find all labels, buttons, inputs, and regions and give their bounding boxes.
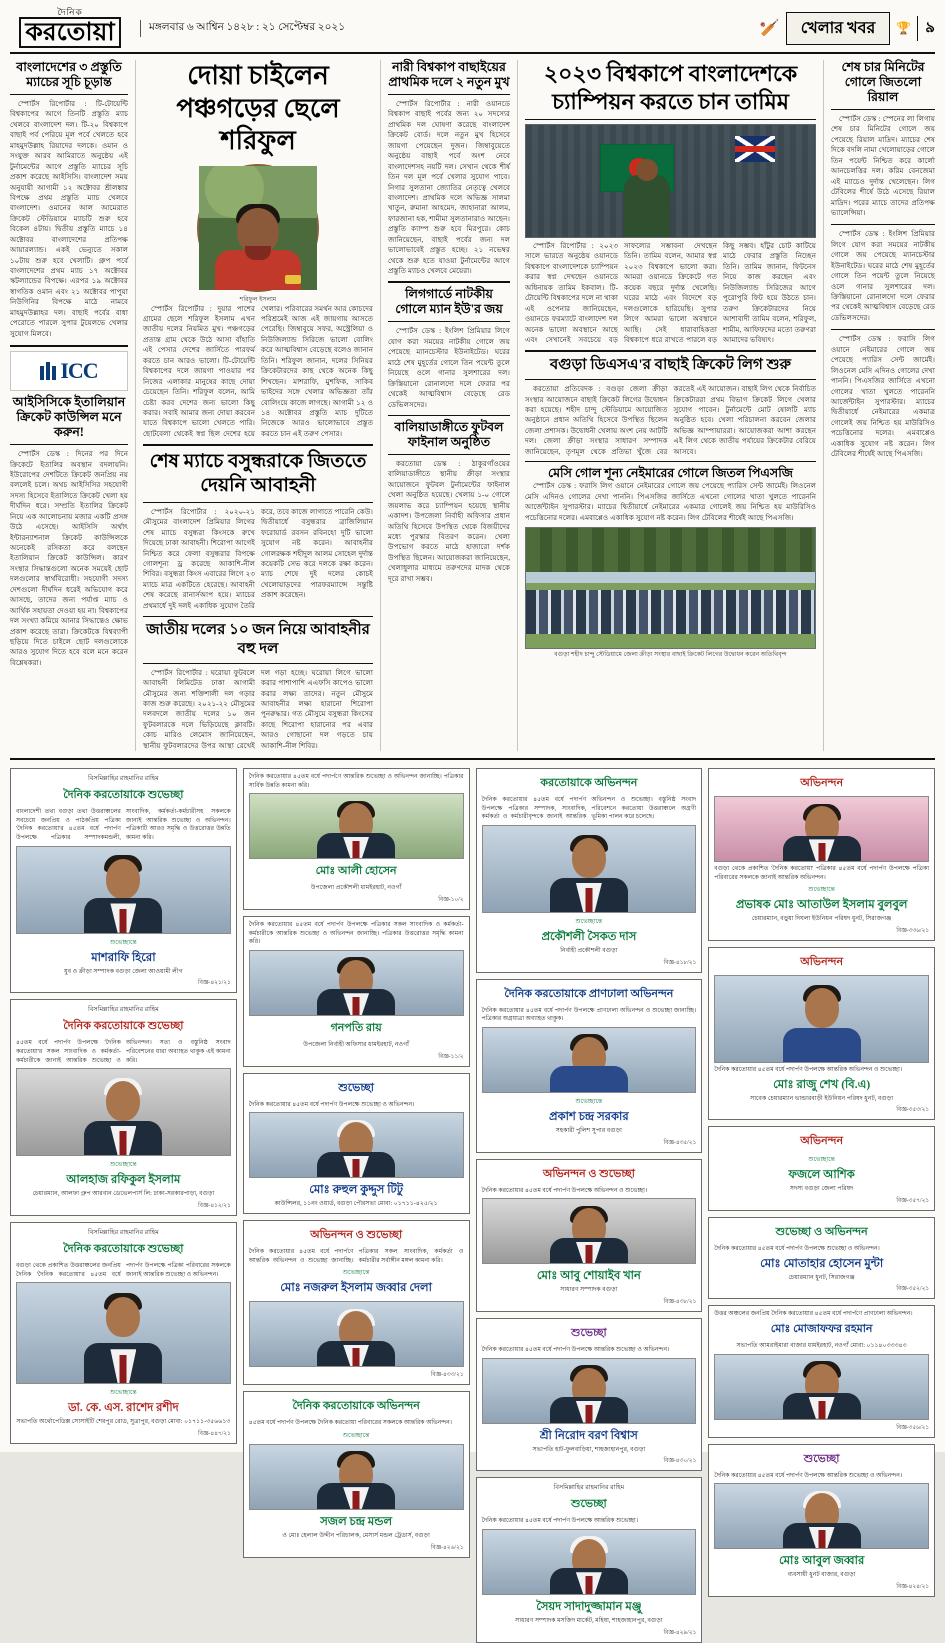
ad-text: দৈনিক করতোয়ার ৪৫তম বর্ষে পদার্পণ উপলক্ষে পত্রিকার সকল সাংবাদিক ও কর্মকর্তা-কর্মচারীকে আন্তরিক শুভেচ্ছা ও অভিনন্দন জানাচ্ছি। পত্রিকার উত্তরোত্তর সমৃদ্ধি কামনা করি। (248, 922, 464, 946)
ad-text: দৈনিক করতোয়ার ৪৫তম বর্ষে পদার্পণ উপলক্ষে শুভেচ্ছা ও অভিনন্দন। (714, 1246, 880, 1253)
ad-portrait (482, 1529, 697, 1595)
ad-card[interactable] (10, 1222, 237, 1444)
logo-title: করতোয়া (19, 17, 120, 48)
ad-title: করতোয়াকে অভিনন্দন (540, 777, 638, 790)
ad-person-name: মোঃ মোতাহার হোসেন মুন্টা (760, 1257, 884, 1270)
ad-person-name: মোঃ আবু শোয়াইব খান (536, 1270, 641, 1283)
newspaper-logo (10, 8, 130, 48)
article-body-real-extra: স্পোর্টস ডেস্ক : ইংলিশ প্রিমিয়ার লিগে যোগ করা সময়ের নাটকীয় গোলে জয় পেয়েছে ম্যানচেস্টার ইউনাইটেড। ঘরের মাঠে শেষ মুহূর্তের গোলে তিন পয়েন্ট তুলে নিয়েছে ওলে গানার সুলশারের দল। ক্রিস্তিয়ানো রোনালদো দলে ফেরার পর থেকেই আত্মবিশ্বাস বেড়েছে রেড ডেভিলসদের। (831, 230, 935, 322)
section-header (760, 12, 935, 45)
portrait-oval (197, 164, 319, 292)
ad-card[interactable] (708, 768, 935, 941)
ad-code: বিজ্ঞ-৪২১/২১ (197, 980, 231, 987)
ad-title: দৈনিক করতোয়াকে প্রাণঢালা অভিনন্দন (504, 987, 674, 1000)
news-grid (10, 60, 935, 751)
ad-text: বগুড়া থেকে প্রকাশিত 'দৈনিক করতোয়া' পত্রিকার ৪৫তম বর্ষে পদার্পণ উপলক্ষে পত্রিকা পরিবারের সকলকে জানাই আন্তরিক অভিনন্দন। (714, 866, 929, 881)
ad-title: মোঃ আলী হোসেন (315, 865, 397, 878)
ad-bismillah: বিসমিল্লাহির রাহমানির রাহিম (88, 1006, 159, 1014)
ad-portrait (249, 1444, 464, 1510)
ad-portrait (482, 825, 697, 913)
ad-title: শুভেচ্ছা (571, 1498, 607, 1511)
ad-code: বিজ্ঞ-১০/২ (438, 897, 464, 904)
ad-text: উত্তর অঞ্চলের জনপ্রিয় দৈনিক করতোয়ার ৪৫তম বর্ষে পদার্পণে প্রাণঢালা অভিনন্দন। (714, 1311, 913, 1318)
ad-from-label: শুভেচ্ছান্তে (808, 886, 836, 894)
ad-title: দৈনিক করতোয়াকে অভিনন্দন (292, 1400, 420, 1413)
ad-person-name: সজল চন্দ্র মন্ডল (320, 1515, 393, 1528)
ad-card[interactable] (708, 1126, 935, 1211)
ad-card[interactable] (243, 1220, 470, 1385)
ad-code: বিজ্ঞ-৩৫৬/২১ (896, 1424, 929, 1431)
ad-portrait (482, 1027, 697, 1093)
ad-person-role: চেয়ারম্যান, বড়ুয়া দিঘলা ইউনিয়ন পরিষদ ধুনট, সিরাজগঞ্জ (751, 915, 892, 923)
news-column-3 (380, 60, 510, 751)
ad-from-label: শুভেচ্ছান্তে (342, 1269, 370, 1277)
ad-card[interactable] (476, 1477, 703, 1642)
article-body-women-wc: স্পোর্টস রিপোর্টার : নারী ওয়ানডে বিশ্বকাপ বাছাই পর্বের জন্য ২০ সদস্যের প্রাথমিক দল ঘোষণা করেছে বাংলাদেশ ক্রিকেট বোর্ড। দলে নতুন মুখ হিসেবে জায়গা পেয়েছেন দুজন। জিম্বাবুয়েতে অনুষ্ঠেয় বাছাই পর্বে অংশ নেবে বাংলাদেশসহ নয়টি দল। সেখান থেকে শীর্ষ তিন দল মূল পর্বে খেলার সুযোগ পাবে। নিগার সুলতানা জ্যোতির নেতৃত্বে খেলবে বাংলাদেশ। প্রাথমিক দলে অভিজ্ঞ সালমা খাতুন, রুমানা আহমেদ, জাহানারা আলম, ফারজানা হক, শামীমা সুলতানারাও আছেন। প্রস্তুতি ক্যাম্প শুরু হবে মিরপুরে। কোচ জানিয়েছেন, বাছাই পর্বের জন্য দল ভালোভাবেই প্রস্তুত হচ্ছে। ২১ নভেম্বর থেকে শুরু হতে যাওয়া টুর্নামেন্টের আগে প্রস্তুতি ম্যাচও খেলবে মেয়েরা। (388, 100, 510, 275)
ads-column-4 (708, 768, 935, 1642)
ad-from-label: শুভেচ্ছান্তে (575, 1098, 603, 1105)
headline-abahani-squad: জাতীয় দলের ১০ জন নিয়ে আবাহনীর বহু দল (146, 622, 370, 657)
ad-portrait (482, 1358, 697, 1424)
ad-code: বিজ্ঞ-৪৩৮/২১ (663, 1298, 697, 1305)
ad-portrait (714, 796, 929, 862)
ad-card[interactable] (708, 1305, 935, 1437)
news-column-2 (135, 60, 373, 751)
ad-card[interactable] (10, 768, 237, 993)
article-body-real: স্পোর্টস ডেস্ক : স্পেনের লা লিগায় শেষ চার মিনিটের গোলে জয় পেয়েছে রিয়াল মাদ্রিদ। ম্যাচের শেষ দিকে বদলি নামা খেলোয়াড়ের গোলে তিন পয়েন্ট নিশ্চিত করে কার্লো আনচেলত্তির দল। করিম বেনজেমা এই ম্যাচেও দুর্দান্ত খেলেছেন। লিগ টেবিলের শীর্ষে উঠে এসেছে রিয়াল মাদ্রিদ। পরের ম্যাচে তাদের প্রতিপক্ষ ভ্যালেন্সিয়া। (831, 115, 935, 217)
ad-card[interactable] (708, 947, 935, 1120)
ad-portrait (16, 1282, 231, 1384)
ad-code: বিজ্ঞ-৪৩০/২১ (663, 1458, 697, 1465)
headline-icc: আইসিসিকে ইতালিয়ান ক্রিকেট কাউন্সিল মনে করুন! (12, 395, 126, 440)
article-body-psg: স্পোর্টস ডেস্ক : ফরাসি লিগ ওয়ানে নেইমারের গোলে জয় পেয়েছে প্যারিস সেন্ট জার্মেই। লিওনেল মেসি এদিনও গোলের দেখা পাননি। পিএসজির জার্সিতে এখনো গোলের খাতা খুলতে পারেননি আর্জেন্টাইন সুপারস্টার। ম্যাচের দ্বিতীয়ার্ধে নেইমারের একমাত্র গোলেই জয় নিশ্চিত হয় মাউরিসিও পচেত্তিনোর দলের। এমবাপ্পেও একাধিক সুযোগ নষ্ট করেন। লিগ টেবিলের শীর্ষেই আছে পিএসজি। (525, 482, 816, 522)
ad-portrait (249, 793, 464, 859)
ad-text: দৈনিক করতোয়ার ৪৫তম বর্ষে পদার্পণ উপলক্ষে পত্রিকার সম্পাদক, সাংবাদিক, কর্মকর্তা ও কর্মচারীবৃন্দকে জানাই আন্তরিক অভিনন্দন ও শুভেচ্ছা। বস্তুনিষ্ঠ সংবাদ পরিবেশনে করতোয়া উত্তরাঞ্চলে অগ্রণী ভূমিকা পালন করে চলেছে। (481, 797, 697, 821)
ad-person-role: সভাপতি অর্থোপেডিক্স সোসাইটি শেরপুর রোড, সুত্রাপুর, বগুড়া মোবা: ০১৭১১-৩৫৬৬১৩ (16, 1418, 231, 1426)
ad-person-name: প্রকাশ চন্দ্র সরকার (549, 1111, 629, 1123)
ad-person-role: সভাপতি আমরাইমারা বাজার ধামইরহাট, নওগাঁ মোবা: ০১১৪০৩৩৩৪৩ (736, 1342, 907, 1350)
headline-psg: মেসি গোল শূন্য নেইমারের গোলে জিতল পিএসজি (548, 466, 793, 481)
ad-text: বগুড়া থেকে প্রকাশিত উত্তরাঞ্চলের জনপ্রিয় দৈনিক 'দৈনিক করতোয়া'র ৪৫তম বর্ষে পদার্পণ উপলক্ষে পত্রিকা পরিবারের সকলকে জানাই আন্তরিক শুভেচ্ছা ও অভিনন্দন। (16, 1262, 231, 1278)
page-badge-icon: 🏆 (896, 20, 912, 35)
ad-person-role: নির্বাহী প্রকৌশলী বগুড়া (560, 947, 618, 955)
ad-title: দৈনিক করতোয়াকে শুভেচ্ছা (63, 1020, 184, 1033)
ad-bismillah: বিসমিল্লাহির রাহমানির রাহিম (553, 1484, 625, 1492)
ad-from-label: শুভেচ্ছান্তে (109, 1161, 137, 1169)
ad-code: বিজ্ঞ-৪২৯/২১ (663, 1629, 697, 1636)
ad-text: দৈনিক করতোয়ার ৪৫তম বর্ষে পদার্পণ উপলক্ষে আন্তরিক শুভেচ্ছা। (481, 1518, 639, 1525)
ad-code: বিজ্ঞ-৪২৬/২১ (430, 1544, 464, 1551)
ad-person-name: মোঃ আবুল জব্বার (778, 1555, 865, 1568)
ad-person-role: সাবেক চেয়ারম্যান ভান্ডারবাড়ী ইউনিয়ন পরিষদ ধুনট, বগুড়া (750, 1094, 894, 1102)
ad-text: দৈনিক করতোয়ার ৪৫তম বর্ষে পদার্পণ উপলক্ষে আন্তরিক অভিনন্দন ও শুভেচ্ছা। (714, 1067, 903, 1074)
ad-person-role: সাধারণ সম্পাদক বগুড়া (560, 1286, 618, 1294)
news-column-4 (517, 60, 816, 751)
ad-code: বিজ্ঞ-৪১২/২১ (197, 1202, 231, 1209)
ad-portrait (249, 950, 464, 1016)
article-body-manu: স্পোর্টস ডেস্ক : ইংলিশ প্রিমিয়ার লিগে যোগ করা সময়ের নাটকীয় গোলে জয় পেয়েছে ম্যানচেস্টার ইউনাইটেড। ঘরের মাঠে শেষ মুহূর্তের গোলে তিন পয়েন্ট তুলে নিয়েছে ওলে গানার সুলশারের দল। ক্রিস্তিয়ানো রোনালদো দলে ফেরার পর থেকেই আত্মবিশ্বাস বেড়েছে রেড ডেভিলসদের। (388, 327, 510, 409)
article-body-icc: স্পোর্টস ডেস্ক : দিনের পর দিনে ক্রিকেটে ইতালির অবস্থান বদলায়নি। ইউরোপের দেশটিতে ক্রিকেট জনপ্রিয় নয় বললেই চলে। অথচ আইসিসির সহযোগী সদস্য হিসেবে ইতালিতে ক্রিকেট খেলা হয় দীর্ঘদিন ধরে। সম্প্রতি ইতালির ক্রিকেট নিয়ে এক আলোচনায় মজার একটি প্রসঙ্গ উঠে এসেছে। আইসিসি অর্থাৎ ইন্টারন্যাশনাল ক্রিকেট কাউন্সিলকে অনেকেই রসিকতা করে বলছেন ইতালিয়ান ক্রিকেট কাউন্সিল। কারণ সংস্থার সিদ্ধান্তগুলো অনেক সময়েই ছোট দলগুলোর স্বার্থবিরোধী। সহযোগী সদস্য দেশগুলো দীর্ঘদিন ধরেই অভিযোগ করে আসছে, তাদের জন্য পর্যাপ্ত ম্যাচ ও আর্থিক সহায়তা দেওয়া হয় না। বিশ্বকাপের দল সংখ্যা কমিয়ে আনার সিদ্ধান্তেও ক্ষোভ প্রকাশ করেছে তারা। ক্রিকেটকে বিশ্বব্যাপী ছড়িয়ে দিতে চাইলে ছোট দলগুলোকে আরও সুযোগ দিতে হবে বলে মনে করেন বিশ্লেষকরা। (10, 450, 128, 667)
ad-title: দৈনিক করতোয়াকে শুভেচ্ছা (63, 1242, 184, 1255)
ad-bismillah: বিসমিল্লাহির রাহমানির রাহিম (88, 1228, 159, 1236)
photo-caption-shariful: শরিফুল ইসলাম (239, 295, 277, 303)
ads-column-3 (476, 768, 703, 1642)
ad-title: শুভেচ্ছা ও অভিনন্দন (775, 1226, 868, 1239)
ad-person-role: সদস্য বগুড়া জেলা পরিষদ (789, 1185, 854, 1193)
ad-portrait (16, 1068, 231, 1156)
ad-text: দৈনিক করতোয়ার ৪৫তম বর্ষে পদার্পণ উপলক্ষে আন্তরিক শুভেচ্ছা ও অভিনন্দন। (481, 1346, 670, 1353)
ad-portrait (249, 1112, 464, 1178)
ad-person-role: ব্যবসায়ী ধুনট বাজার, বগুড়া (787, 1571, 856, 1579)
ad-person-role: সাধারণ সম্পাদক মসজিদ মার্কেট, মহিষা, শাহজাহানপুর, বগুড়া (515, 1616, 663, 1624)
ad-code: বিজ্ঞ-৪১৮/২১ (663, 959, 697, 966)
section-label: খেলার খবর (786, 12, 891, 45)
ad-text: বাংলাদেশী তথা বগুড়া তথা উত্তরাঞ্চলের সবচেয়ে জনপ্রিয় ও পাঠকপ্রিয় পত্রিকা 'দৈনিক করতোয়া'র ৪৫তম বর্ষে পদার্পণ উপলক্ষে পত্রিকার সম্পাদকমন্ডলী, সাংবাদিক, কর্মকর্তা-কর্মচারীসহ সকলকে জানাই আন্তরিক শুভেচ্ছা ও অভিনন্দন। পত্রিকাটি আরও সমৃদ্ধি ও উত্তরোত্তর উন্নতি কামনা করি। (16, 809, 231, 842)
ad-from-label: শুভেচ্ছান্তে (342, 1431, 370, 1439)
icc-stumps-icon (40, 362, 56, 380)
team-group-photo (525, 527, 816, 649)
ad-portrait (714, 1483, 929, 1549)
ad-person-name: মোঃ রুহুল কুদ্দুস টিটু (309, 1184, 404, 1197)
ad-portrait (16, 846, 231, 934)
ad-text: দৈনিক করতোয়ার ৪৫তম বর্ষে পদার্পণে আন্তরিক শুভেচ্ছা ও অভিনন্দন জানাচ্ছি। পত্রিকার সার্বিক উন্নতি কামনা করি। (248, 774, 464, 789)
ad-person-role: চেয়ারম্যান, আলফা গ্রুপ আরবান ডেভেলপার্স লি: ঢাকা-সরকারপাড়া, বগুড়া (32, 1190, 215, 1198)
icc-wordmark: ICC (60, 358, 98, 384)
ad-person-role: চেয়ারম্যান ধুনট, সিরাজগঞ্জ (788, 1273, 855, 1281)
ad-person-name: শ্রী নিরোদ বরণ বিশ্বাস (539, 1429, 638, 1442)
ad-title: অভিনন্দন ও শুভেচ্ছা (310, 1228, 403, 1241)
article-body-shariful: স্পোর্টস রিপোর্টার : দুয়ার পাশের গ্রামের ছেলে শরিফুল ইসলাম এখন জাতীয় দলের নিয়মিত মুখ। পঞ্চগড়ের প্রত্যন্ত গ্রাম থেকে উঠে আসা বাঁহাতি এই পেসার দেশের জার্সিতে পারফর্ম করতে চান আরও ভালো। টি-টোয়েন্টি বিশ্বকাপের দলে জায়গা পাওয়ার পর নিজের এলাকার মানুষের কাছে দোয়া চেয়েছেন তিনি। শরিফুল বলেন, আমি চেষ্টা করব দেশের জন্য ভালো কিছু করার। সবাই আমার জন্য দোয়া করবেন যাতে বিশ্বকাপে ভালো খেলতে পারি। ছোটবেলা থেকেই স্বপ্ন ছিল দেশের হয়ে খেলার। পরিবারের সমর্থন আর কোচদের পরিশ্রমেই আজ এই জায়গায় আসতে পেরেছি। জিম্বাবুয়ে সফর, অস্ট্রেলিয়া ও নিউজিল্যান্ড সিরিজে ভালো বোলিং করে আত্মবিশ্বাস বেড়েছে বলেও জানান তিনি। শরিফুল জানান, দলের সিনিয়র ক্রিকেটারদের কাছ থেকে অনেক কিছু শিখছেন। মাশরাফি, মুশফিক, সাকিব ভাইদের সঙ্গে খেলার অভিজ্ঞতা তাঁর বোলিংয়ে কাজে লাগছে। আগামী ১২ ও ১৪ অক্টোবর প্রস্তুতি ম্যাচ দুটিতে নিজেকে আরও ভালোভাবে প্রস্তুত করতে চান এই তরুণ পেসার। (143, 304, 373, 438)
headline-schedule: বাংলাদেশের ৩ প্রস্তুতি ম্যাচের সূচি চূড়ান্ত (16, 60, 122, 89)
headline-shariful: দোয়া চাইলেন পঞ্চগড়ের ছেলে শরিফুল (176, 61, 340, 155)
ad-card[interactable] (243, 1073, 470, 1214)
cricket-ball-icon: 🏏 (759, 20, 780, 37)
ad-card[interactable] (243, 916, 470, 1067)
ad-code: বিজ্ঞ-৩৩৬/২১ (896, 928, 929, 935)
headline-real: শেষ চার মিনিটের গোলে জিতলো রিয়াল (841, 60, 925, 104)
masthead (10, 8, 935, 54)
ad-card[interactable] (243, 768, 470, 910)
photo-caption-team: বগুড়া শহীদ চান্দু স্টেডিয়ামে জেলা ক্রীড়া সংস্থার বাছাই ক্রিকেট লিগের উদ্বোধন করেন অতিথিবৃন্দ (554, 650, 787, 658)
ad-text: দৈনিক করতোয়ার ৪৫তম বর্ষে পদার্পণ উপলক্ষে শুভেচ্ছা ও অভিনন্দন। (248, 1101, 415, 1108)
ad-title: অভিনন্দন (800, 777, 844, 790)
ad-card[interactable] (10, 999, 237, 1216)
ad-code: বিজ্ঞ-৪৪৭/২১ (197, 1430, 231, 1437)
ad-person-name: মোঃ নজরুল ইসলাম জব্বার দেলা (280, 1282, 432, 1295)
ad-person-name: মাশরাফি হিরো (91, 951, 156, 964)
tamim-flag-photo (525, 124, 816, 238)
ads-column-1 (10, 768, 237, 1642)
ad-code: বিজ্ঞ-৩৫৩/২১ (896, 1107, 929, 1114)
article-body-dsa-league: করতোয়া প্রতিবেদক : বগুড়া জেলা ক্রীড়া সংস্থার আয়োজনে বাছাই ক্রিকেট লিগের উদ্বোধন করা হয়েছে। শহীদ চান্দু স্টেডিয়ামে আয়োজিত অনুষ্ঠানে প্রধান অতিথি হিসেবে উপস্থিত ছিলেন জেলা প্রশাসক। উদ্বোধনী খেলায় অংশ নেয় আটটি দল। জেলা ক্রীড়া সংস্থার সাধারণ সম্পাদক জানিয়েছেন, তৃণমূল থেকে প্রতিভা খুঁজে বের করতেই এই আয়োজন। বাছাই লিগ থেকে নির্বাচিত ক্রিকেটাররা প্রথম বিভাগ ক্রিকেট লিগে খেলার সুযোগ পাবেন। টুর্নামেন্টে মোট ষোলটি ম্যাচ অনুষ্ঠিত হবে। খেলা পরিচালনা করবেন জেলার অভিজ্ঞ আম্পায়াররা। আয়োজকরা আশা করছেন এই লিগ থেকে জাতীয় পর্যায়ের ক্রিকেটার বেরিয়ে আসবে। (525, 385, 816, 456)
ad-title: শুভেচ্ছা (803, 1452, 840, 1465)
ad-title: অভিনন্দন (800, 1135, 844, 1148)
dateline: মঙ্গলবার ৬ আশ্বিন ১৪২৮ : ২১ সেপ্টেম্বর ২০২১ (140, 20, 345, 37)
ad-text: ৪৫তম বর্ষে পদার্পণ উপলক্ষে দৈনিক করতোয়া পরিবারের সকলকে আন্তরিক অভিনন্দন। (248, 1420, 452, 1427)
ad-portrait (714, 975, 929, 1063)
ad-text: দৈনিক করতোয়ার ৪৫তম বর্ষে পদার্পণ উপলক্ষে প্রাণঢালা অভিনন্দন ও শুভেচ্ছা জানাচ্ছি। পত্রিকার অগ্রযাত্রা অব্যাহত থাকুক। (481, 1007, 697, 1023)
ad-title: অভিনন্দন ও শুভেচ্ছা (542, 1167, 635, 1180)
greetings-ads-grid (10, 768, 935, 1642)
ad-card[interactable] (708, 1217, 935, 1299)
ad-person-name: প্রভাষক মোঃ আতাউল ইসলাম বুলবুল (735, 899, 908, 912)
article-body-abahani-squad: স্পোর্টস রিপোর্টার : ঘরোয়া ফুটবলে আবাহনী লিমিটেড ঢাকা আগামী মৌসুমের জন্য শক্তিশালী দল গড়ার কাজ শুরু করেছে। ২০২১-২২ মৌসুমের দলবদলে জাতীয় দলের ১০ জন ফুটবলারকে দলে ভিড়িয়েছে ক্লাবটি। কোচ মারিও লেমোস জানিয়েছেন, স্থানীয় ফুটবলারদের উপর আস্থা রেখেই দল গড়া হচ্ছে। ঘরোয়া লিগে ভালো করার পাশাপাশি এএফসি কাপেও ভালো করার লক্ষ্য তাদের। নতুন মৌসুমে আবাহনীর লক্ষ্য হারানো শিরোপা পুনরুদ্ধার। গত মৌসুমে বসুন্ধরা কিংসের কাছে শিরোপা হারানোর পর এবার আরও গোছানো দল গড়তে চায় আকাশি-নীল শিবির। (143, 668, 373, 750)
article-body-schedule: স্পোর্টস রিপোর্টার : টি-টোয়েন্টি বিশ্বকাপের আগে তিনটি প্রস্তুতি ম্যাচ খেলবে বাংলাদেশ দল। টি-২০ বিশ্বকাপে বাছাই পর্ব পেরিয়ে মূল পর্বে খেলতে হবে মাহমুদউল্লাহ রিয়াদের দলকে। ওমান ও সংযুক্ত আরব আমিরাতে অনুষ্ঠেয় এই টুর্নামেন্টের আগে প্রস্তুতি ম্যাচের সূচি প্রকাশ করেছে আইসিসি। বাংলাদেশ সময় অনুযায়ী আগামী ১২ অক্টোবর শ্রীলঙ্কার বিপক্ষে প্রথম প্রস্তুতি ম্যাচ খেলবে বাংলাদেশ। ওমানের আল আমেরাত ক্রিকেট স্টেডিয়ামে ম্যাচটি শুরু হবে বিকেল ৪টায়। দ্বিতীয় প্রস্তুতি ম্যাচে ১৪ অক্টোবর বাংলাদেশের প্রতিপক্ষ আয়ারল্যান্ড। একই ভেন্যুতে সকাল ১০টায় শুরু হবে খেলাটি। গ্রুপ পর্বে বাংলাদেশের প্রথম ম্যাচ ১৭ অক্টোবর স্কটল্যান্ডের বিপক্ষে। এরপর ১৯ অক্টোবর স্বাগতিক ওমান এবং ২১ অক্টোবর পাপুয়া নিউগিনির বিপক্ষে মাঠে নামবে মাহমুদউল্লাহর দল। বাছাই পর্বের বাধা পেরোতে পারলে সুপার টুয়েলভে খেলার সুযোগ মিলবে। (10, 100, 128, 338)
news-column-1 (10, 60, 128, 751)
headline-manu: লিগগার্ডে নাটকীয় গোলে ম্যান ইউ'র জয় (395, 287, 503, 317)
headline-abahani: শেষ ম্যাচে বসুন্ধরাকে জিততে দেয়নি আবাহনী (149, 451, 367, 496)
ad-from-label: শুভেচ্ছান্তে (109, 938, 137, 946)
ad-text: দৈনিক করতোয়ার ৪৫তম বর্ষে পদার্পণ উপলক্ষে আন্তরিক শুভেচ্ছা ও অভিনন্দন। (714, 1472, 903, 1479)
ad-card[interactable] (476, 979, 703, 1153)
ad-card[interactable] (476, 1159, 703, 1312)
article-body-tamim: স্পোর্টস রিপোর্টার : ২০২৩ সালে ভারতে অনুষ্ঠেয় ওয়ানডে বিশ্বকাপে বাংলাদেশকে চ্যাম্পিয়ন করার স্বপ্ন দেখছেন ওয়ানডে অধিনায়ক তামিম ইকবাল। টি-টোয়েন্টি বিশ্বকাপের দলে না থাকা এই ওপেনার জানিয়েছেন, ওয়ানডে ফরম্যাটে বাংলাদেশ দল অনেক ভালো অবস্থানে আছে এবং সেখানেই সবচেয়ে বড় সাফল্যের সম্ভাবনা দেখছেন তিনি। তামিম বলেন, আমার স্বপ্ন ২০২৩ বিশ্বকাপে ভালো করা। আমরা ওয়ানডে ক্রিকেটে গত কয়েক বছরে দুর্দান্ত খেলেছি। ঘরের মাঠে এবং বিদেশে বড় দলগুলোকে হারিয়েছি। সুপার লিগে আমরা ভালো অবস্থানে আছি। সেই ধারাবাহিকতা বিশ্বকাপে ধরে রাখতে পারলে বড় কিছু সম্ভব। হাঁটুর চোট কাটিয়ে মাঠে ফেরার প্রস্তুতি নিচ্ছেন তিনি। তামিম জানান, ফিটনেস নিয়ে কাজ করছেন এবং নিউজিল্যান্ড সিরিজের আগে পুরোপুরি ফিট হয়ে উঠতে চান। তরুণ ক্রিকেটারদের নিয়ে আশাবাদী তামিম বলেন, শরিফুল, শামীম, আফিফদের মতো তরুণরা আমাদের ভবিষ্যৎ। (525, 242, 816, 344)
ad-portrait (714, 1354, 929, 1420)
headline-tamim: ২০২৩ বিশ্বকাপে বাংলাদেশকে চ্যাম্পিয়ন করতে চান তামিম (543, 61, 798, 114)
ad-person-name: মোঃ রাজু শেখ (বি.এ) (773, 1078, 871, 1091)
ad-title: শুভেচ্ছা (338, 1081, 374, 1094)
article-body-col5-extra: স্পোর্টস ডেস্ক : ফরাসি লিগ ওয়ানে নেইমারের গোলে জয় পেয়েছে প্যারিস সেন্ট জার্মেই। লিওনেল মেসি এদিনও গোলের দেখা পাননি। পিএসজির জার্সিতে এখনো গোলের খাতা খুলতে পারেননি আর্জেন্টাইন সুপারস্টার। ম্যাচের দ্বিতীয়ার্ধে নেইমারের একমাত্র গোলেই জয় নিশ্চিত হয় মাউরিসিও পচেত্তিনোর দলের। এমবাপ্পেও একাধিক সুযোগ নষ্ট করেন। লিগ টেবিলের শীর্ষেই আছে পিএসজি। (831, 335, 935, 459)
ad-card[interactable] (243, 1391, 470, 1557)
ad-person-name: ফজলে আশিক (788, 1169, 855, 1182)
ad-title: দৈনিক করতোয়াকে শুভেচ্ছা (63, 789, 184, 802)
ad-person-name: প্রকৌশলী সৈকত দাস (541, 931, 637, 944)
page-number: ৯ (917, 16, 935, 41)
ad-person-role: সহকারী পুলিশ সুপার বগুড়া (555, 1127, 622, 1134)
ad-code: বিজ্ঞ-১১/২ (438, 1053, 464, 1060)
article-body-baliadangi: করতোয়া ডেস্ক : ঠাকুরগাঁওয়ের বালিয়াডাঙ্গীতে স্থানীয় ক্রীড়া সংস্থার আয়োজনে ফুটবল টুর্নামেন্টের ফাইনাল খেলা অনুষ্ঠিত হয়েছে। খেলায় ১-০ গোলে জয়লাভ করে চ্যাম্পিয়ন হয়েছে স্থানীয় একাদশ। উপজেলা নির্বাহী অফিসার প্রধান অতিথি হিসেবে উপস্থিত থেকে বিজয়ীদের মধ্যে পুরস্কার বিতরণ করেন। খেলা উপভোগ করতে মাঠে হাজারো দর্শক উপস্থিত ছিলেন। আয়োজকরা জানিয়েছেন, খেলাধুলার মাধ্যমে তরুণদের মাদক থেকে দূরে রাখা সম্ভব। (388, 459, 510, 583)
ad-title: শুভেচ্ছা (571, 1326, 607, 1339)
ad-card[interactable] (476, 768, 703, 973)
ad-bismillah: বিসমিল্লাহির রাহমানির রাহিম (88, 775, 159, 783)
headline-baliadangi: বালিয়াডাঙ্গীতে ফুটবল ফাইনাল অনুষ্ঠিত (394, 419, 504, 449)
ad-person-role: যুব ও ক্রীড়া সম্পাদক বগুড়া জেলা আওয়ামী লীগ (64, 967, 183, 975)
ad-person-role: উপজেলা নির্বাহী অফিসার ধামইরহাট, নওগাঁ (303, 1041, 409, 1048)
shariful-photo (143, 164, 373, 292)
ad-title: অভিনন্দন (800, 956, 844, 969)
ad-person-role: কাউন্সিলর, ১১নং ওয়ার্ড, বগুড়া পৌরসভা মোবা: ০১৭১১-৪২৫/২১ (274, 1200, 438, 1208)
ad-code: বিজ্ঞ-৪২৪/২১ (896, 1584, 929, 1590)
ad-portrait (249, 1301, 464, 1367)
ad-from-label: শুভেচ্ছান্তে (808, 1156, 836, 1164)
ads-column-2 (243, 768, 470, 1642)
ad-code: বিজ্ঞ-৩৫৭/২১ (896, 1198, 929, 1205)
ad-code: বিজ্ঞ-৩৫২/২১ (896, 1286, 929, 1293)
icc-logo (10, 351, 128, 391)
ad-person-role: ও মোঃ হেলাল উদ্দীন পরিচালক, মেসার্স মন্ডল ট্রেডার্স, বগুড়া (282, 1531, 430, 1539)
logo-small-text: দৈনিক (57, 7, 83, 17)
ad-portrait (482, 1198, 697, 1264)
ad-person-name: আলহাজ রফিকুল ইসলাম (66, 1174, 181, 1187)
ad-code: বিজ্ঞ-৪৩৩/২১ (430, 1372, 464, 1379)
ad-person-name: সৈয়দ সাদাদুজ্জামান মঞ্জু (536, 1600, 642, 1613)
ad-card[interactable] (476, 1318, 703, 1471)
headline-women-wc: নারী বিশ্বকাপ বাছাইয়ের প্রাথমিক দলে ২ নতুন মুখ (388, 60, 510, 89)
ad-card[interactable] (708, 1444, 935, 1597)
ad-text: দৈনিক করতোয়ার ৪৫তম বর্ষে পদার্পণে আন্তরিক অভিনন্দন ও শুভেচ্ছা জানাচ্ছি। পত্রিকার সকল সাংবাদিক, কর্মকর্তা ও কর্মচারীর সর্বাঙ্গীন মঙ্গল কামনা করি। (248, 1248, 464, 1264)
ad-person-name: ডা. কে. এস. রাশেদ রশীদ (68, 1402, 179, 1415)
ad-person-role: সভাপতি হাট-ফুলবাড়িয়া, শাহজাহানপুর, বগুড়া (532, 1445, 646, 1453)
article-body-abahani: স্পোর্টস রিপোর্টার : ২০২০-২১ মৌসুমের বাংলাদেশ প্রিমিয়ার লিগের শেষ ম্যাচে বসুন্ধরা কিংসকে রুখে দিয়েছে ঢাকা আবাহনী। শিরোপা আগেই নিশ্চিত করে ফেলা বসুন্ধরার বিপক্ষে গোলশূন্য ড্র করেছে আকাশি-নীল শিবির। বসুন্ধরা কিংস এবারের লিগে ২৩ ম্যাচে মাত্র একটিতে হেরেছে। আবাহনী শেষ করেছে রানার্সআপ হয়ে। ম্যাচের প্রথমার্ধে দুই দলই একাধিক সুযোগ তৈরি করে, তবে কাজে লাগাতে পারেনি কেউ। দ্বিতীয়ার্ধে বসুন্ধরার ব্রাজিলিয়ান ফরোয়ার্ড রবসন রবিনহো দুটি ভালো সুযোগ নষ্ট করেন। আবাহনীর গোলরক্ষক শহীদুল আলম সোহেল দুর্দান্ত কয়েকটি সেভ করে দলকে রক্ষা করেন। ম্যাচ শেষে দুই দলের কোচই খেলোয়াড়দের পারফরম্যান্সে সন্তুষ্টি প্রকাশ করেছেন। (143, 507, 373, 610)
ad-title: মোঃ মোজাফফর রহমান (770, 1323, 873, 1336)
ad-from-label: শুভেচ্ছান্তে (575, 918, 603, 926)
news-column-5 (823, 60, 935, 751)
ad-from-label: শুভেচ্ছান্তে (109, 1389, 137, 1397)
ad-person-role: উপজেলা প্রকৌশলী ধামইরহাট, নওগাঁ (310, 884, 402, 892)
headline-dsa-league: বগুড়া ডিএসএ'র বাছাই ক্রিকেট লিগ শুরু (549, 357, 792, 374)
ad-text: ৪৫তম বর্ষে পদার্পণ উপলক্ষে 'দৈনিক করতোয়া'র সকল সাংবাদিক ও কর্মকর্তা-কর্মচারীকে জানাই আন্তরিক শুভেচ্ছা ও অভিনন্দন। সত্য ও বস্তুনিষ্ঠ সংবাদ পরিবেশনের ধারা অব্যাহত থাকুক এই কামনা করি। (16, 1040, 231, 1064)
ad-title: গনপতি রায় (330, 1022, 382, 1034)
ad-text: দৈনিক করতোয়ার ৪৫তম বর্ষে পদার্পণ উপলক্ষে অভিনন্দন ও শুভেচ্ছা। (481, 1187, 648, 1194)
ad-code: বিজ্ঞ-৪৩৫/২১ (663, 1139, 697, 1146)
